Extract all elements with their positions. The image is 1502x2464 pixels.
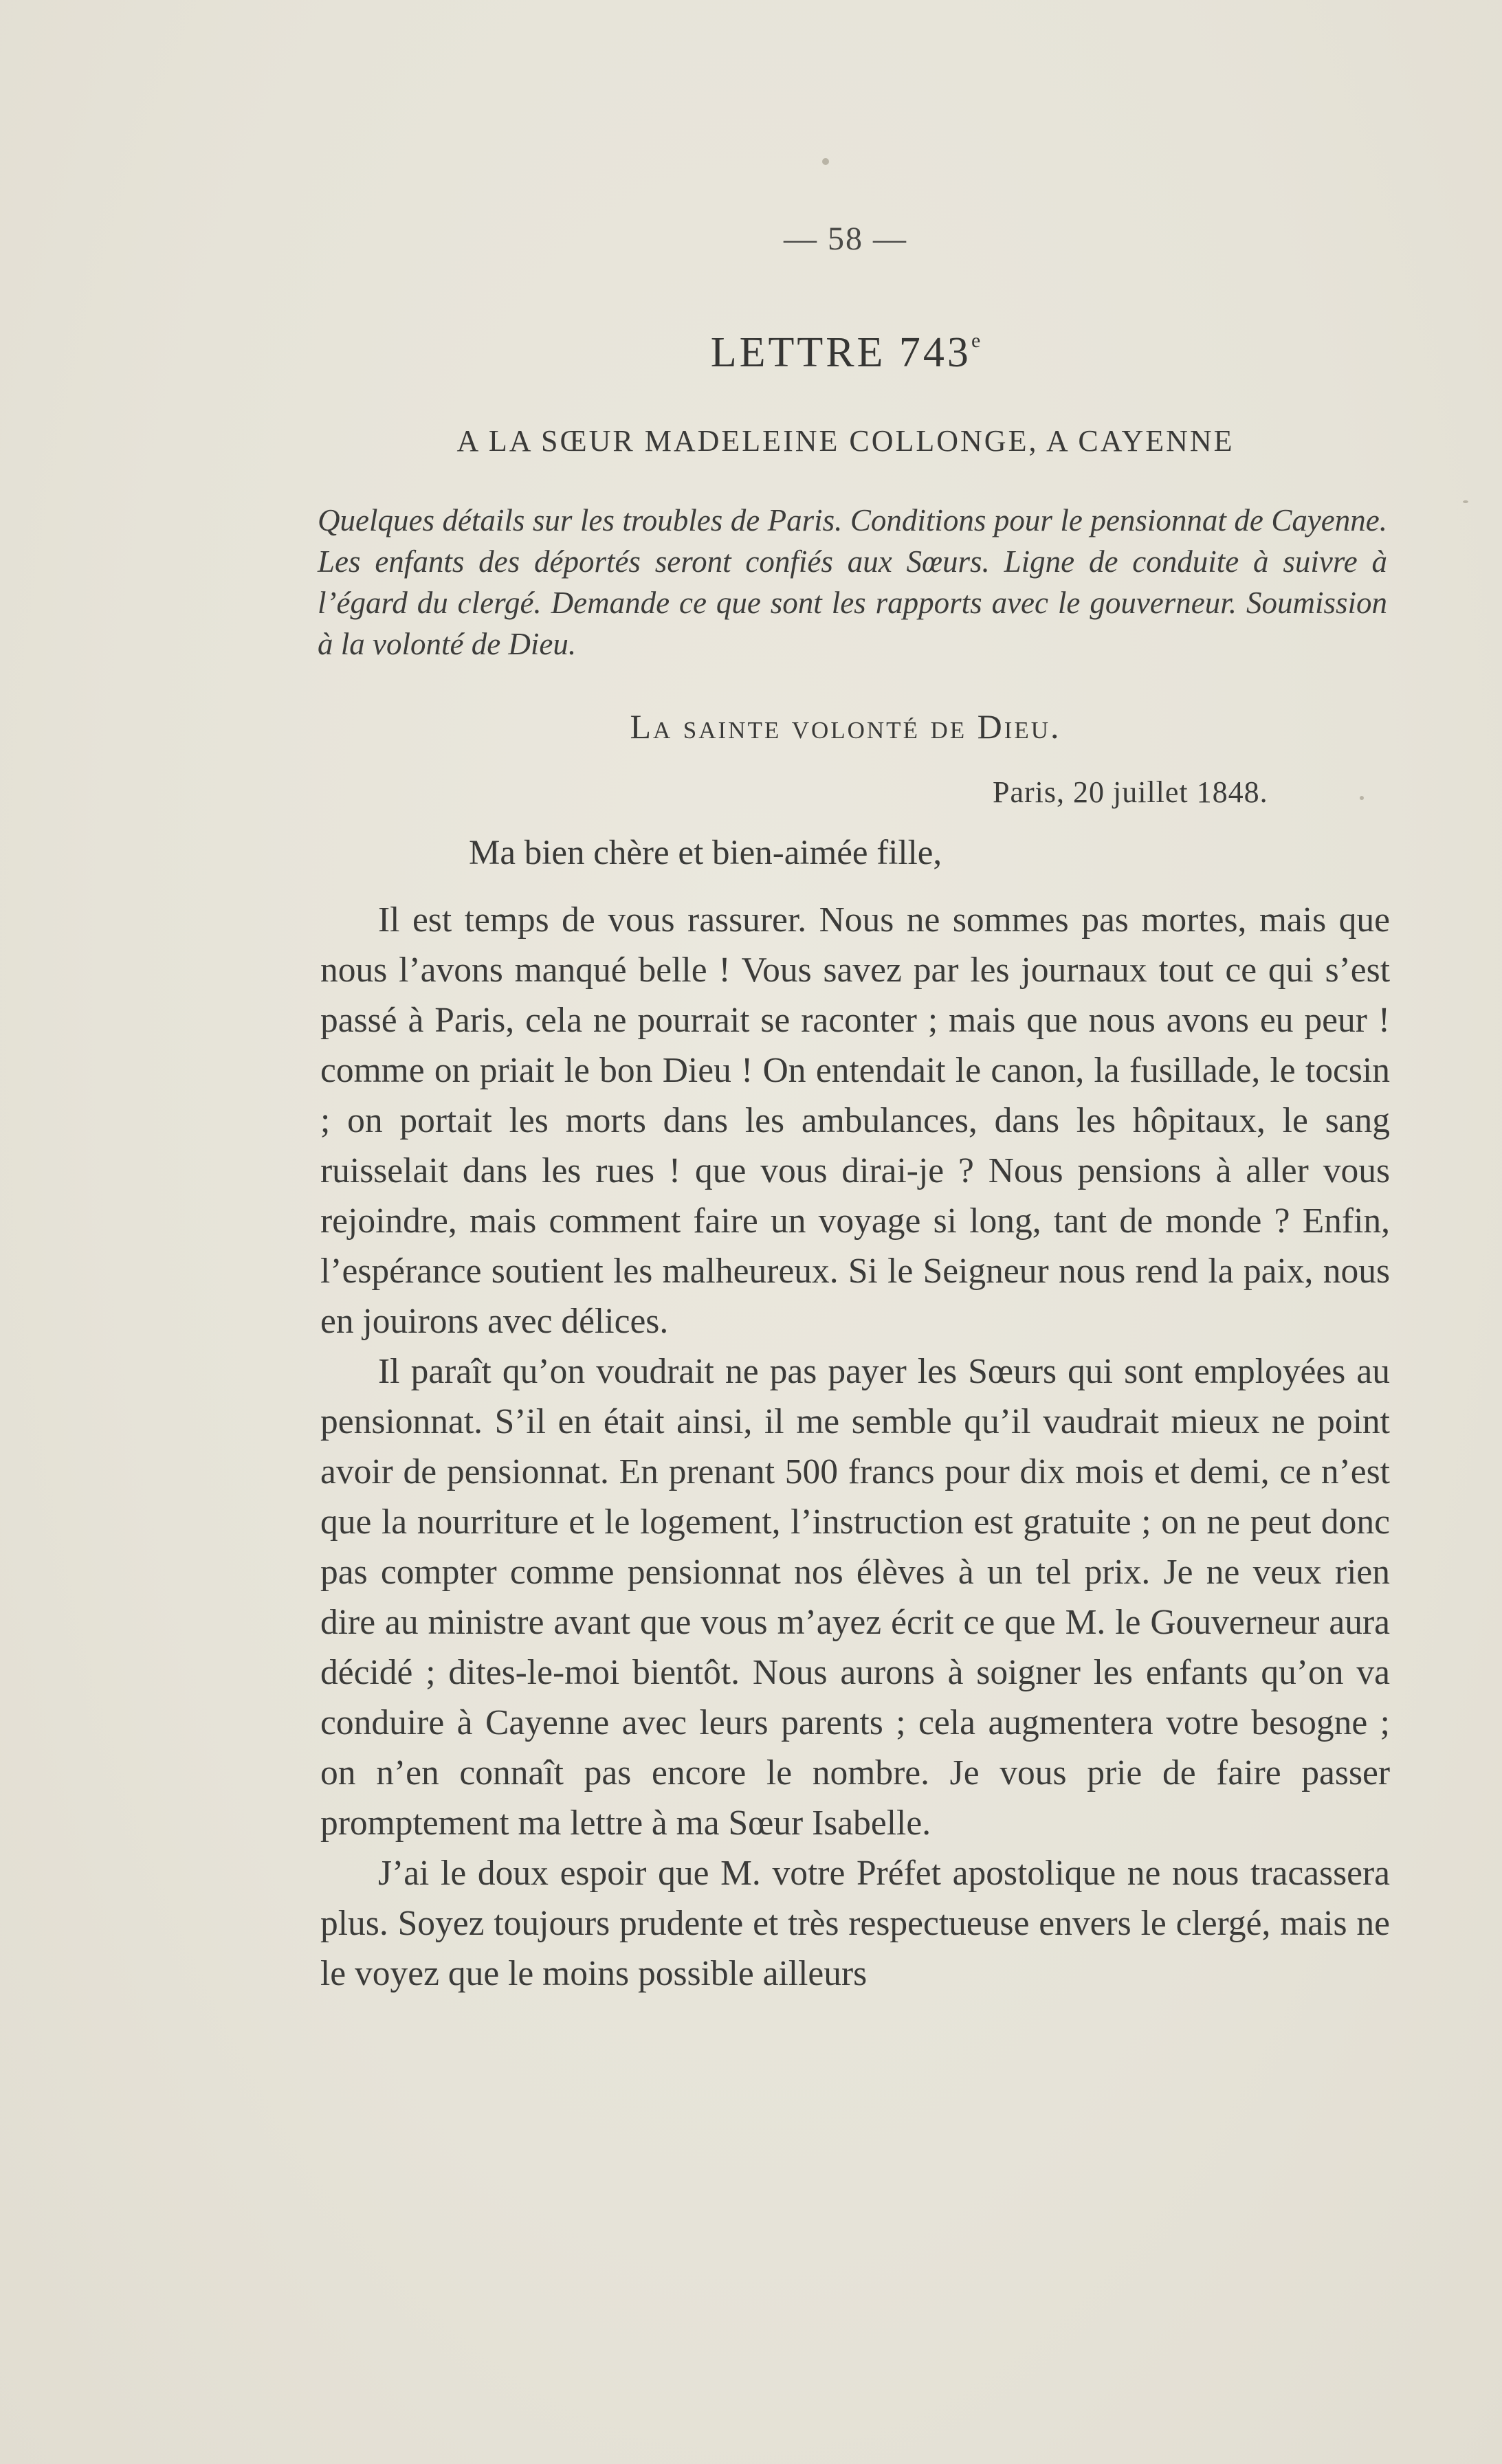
motto: La sainte volonté de Dieu.	[630, 707, 1061, 746]
paper-speck	[1360, 796, 1364, 800]
body-paragraph: J’ai le doux espoir que M. votre Préfet apostolique ne nous tracassera plus. Soyez toujours prudente et très respectueuse envers le clergé, mais ne le voyez que le moins possible ailleurs	[320, 1854, 1390, 1993]
paper-speck	[1463, 500, 1468, 503]
page-number: — 58 —	[784, 221, 907, 257]
body-paragraph: Il est temps de vous rassurer. Nous ne sommes pas mortes, mais que nous l’avons manqué belle ! Vous savez par les journaux tout ce qui s’est passé à Paris, cela ne pourrait se raconter ; mais que nous avons eu peur ! comme on priait le bon Dieu ! On entendait le canon, la fusillade, le tocsin ; on portait les morts dans les ambulances, dans les hôpitaux, le sang ruisselait dans les rues ! que vous dirai-je ? Nous pensions à aller vous rejoindre, mais comment faire un voyage si long, tant de monde ? Enfin, l’espérance soutient les malheureux. Si le Seigneur nous rend la paix, nous en jouirons avec délices.	[320, 900, 1390, 1341]
letter-body	[320, 895, 1390, 1999]
letter-title	[0, 329, 1502, 377]
letter-title-text: LETTRE 743	[710, 329, 971, 376]
body-paragraph: Il paraît qu’on voudrait ne pas payer les Sœurs qui sont employées au pensionnat. S’il en était ainsi, il me semble qu’il vaudrait mieux ne point avoir de pensionnat. En prenant 500 francs pour dix mois et demi, ce n’est que la nourriture et le logement, l’instruction est gratuite ; on ne peut donc pas compter comme pensionnat nos élèves à un tel prix. Je ne veux rien dire au ministre avant que vous m’ayez écrit ce que M. le Gouverneur aura décidé ; dites-le-moi bientôt. Nous aurons à soigner les enfants qu’on va conduire à Cayenne avec leurs parents ; cela augmentera votre besogne ; on n’en connaît pas encore le nombre. Je vous prie de faire passer promptement ma lettre à ma Sœur Isabelle.	[320, 1352, 1390, 1843]
salutation: Ma bien chère et bien-aimée fille,	[469, 834, 942, 872]
recipient-heading: A LA SŒUR MADELEINE COLLONGE, A CAYENNE	[456, 424, 1235, 458]
dateline: Paris, 20 juillet 1848.	[993, 775, 1268, 809]
letter-summary: Quelques détails sur les troubles de Paris. Conditions pour le pensionnat de Cayenne. Les enfants des déportés seront confiés aux Sœurs. Ligne de conduite à suivre à l’égard du clergé. Demande ce que sont les rapports avec le gouverneur. Soumission à la volonté de Dieu.	[318, 503, 1387, 661]
letter-title-suffix: e	[971, 329, 981, 352]
paper-speck	[822, 158, 829, 165]
